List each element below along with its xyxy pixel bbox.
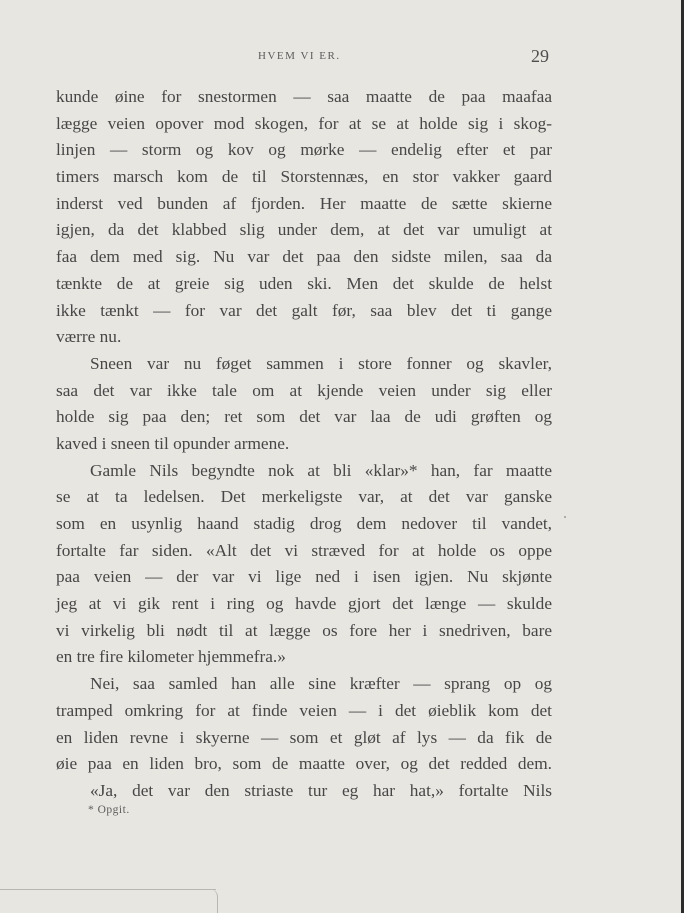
- text-line: inderst ved bunden af fjorden. Her maatte de sætte skierne: [56, 193, 552, 213]
- scan-curl: [205, 889, 218, 913]
- text-line: saa det var ikke tale om at kjende veien under sig eller: [56, 380, 552, 400]
- running-head: HVEM VI ER.: [258, 50, 341, 62]
- text-line: holde sig paa den; ret som det var laa de udi grøften og: [56, 407, 552, 427]
- text-line: Sneen var nu føget sammen i store fonner og skavler,: [90, 353, 552, 373]
- text-line: «Ja, det var den striaste tur eg har hat,» fortalte Nils: [90, 780, 552, 800]
- text-line: se at ta ledelsen. Det merkeligste var, at det var ganske: [56, 487, 552, 507]
- text-line: jeg at vi gik rent i ring og havde gjort det længe — skulde: [56, 594, 552, 614]
- text-line: vi virkelig bli nødt til at lægge os fore her i snedriven, bare: [56, 620, 552, 640]
- text-line: tænkte de at greie sig uden ski. Men det skulde de helst: [56, 273, 552, 293]
- text-line: linjen — storm og kov og mørke — endelig efter et par: [56, 140, 552, 160]
- page-header: [0, 46, 684, 70]
- text-line: en liden revne i skyerne — som et gløt af lys — da fik de: [56, 727, 552, 747]
- text-line: øie paa en liden bro, som de maatte over, og det redded dem.: [56, 754, 552, 774]
- text-line: tramped omkring for at finde veien — i det øieblik kom det: [56, 700, 552, 720]
- page-number: 29: [531, 46, 549, 66]
- text-line: kunde øine for snestormen — saa maatte de paa maafaa: [56, 87, 552, 106]
- text-line: lægge veien opover mod skogen, for at se at holde sig i skog-: [56, 113, 552, 133]
- text-line: faa dem med sig. Nu var det paa den sidste milen, saa da: [56, 247, 552, 267]
- text-line: Nei, saa samled han alle sine kræfter — sprang op og: [90, 674, 552, 694]
- text-line: Gamle Nils begyndte nok at bli «klar»* han, far maatte: [90, 460, 552, 480]
- text-line: igjen, da det klabbed slig under dem, at det var umuligt at: [56, 220, 552, 240]
- text-line: ikke tænkt — for var det galt før, saa blev det ti gange: [56, 300, 552, 320]
- text-line: værre nu.: [56, 327, 122, 347]
- text-line: som en usynlig haand stadig drog dem nedover til vandet,: [56, 514, 552, 533]
- text-line: paa veien — der var vi lige ned i isen igjen. Nu skjønte: [56, 567, 552, 587]
- body-text: [56, 84, 552, 805]
- scan-rule: [0, 889, 216, 890]
- text-line: timers marsch kom de til Storstennæs, en stor vakker gaard: [56, 167, 552, 187]
- scan-speck: [564, 516, 566, 518]
- text-line: fortalte far siden. «Alt det vi stræved for at holde os oppe: [56, 540, 552, 560]
- footnote: * Opgit.: [88, 804, 130, 816]
- text-line: en tre fire kilometer hjemmefra.»: [56, 647, 286, 667]
- text-line: kaved i sneen til opunder armene.: [56, 433, 290, 453]
